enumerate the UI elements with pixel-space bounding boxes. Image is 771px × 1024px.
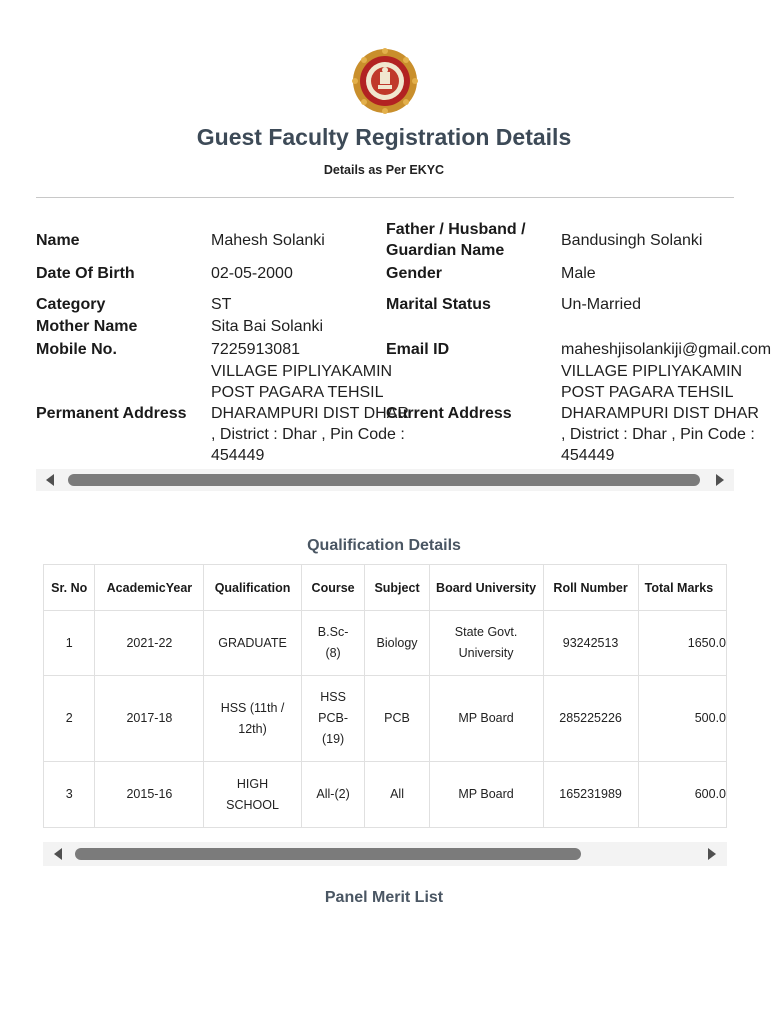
board-line: MP Board (458, 711, 514, 725)
subject-cell (365, 762, 429, 828)
qualification-line: 12th) (238, 721, 267, 736)
subject-cell (365, 611, 429, 676)
total-marks-cell: 600.0 (638, 762, 726, 828)
category-value: ST (211, 296, 232, 313)
qualification-line: HSS (11th / (220, 700, 285, 715)
mother-name-label: Mother Name (36, 318, 138, 335)
column-header-roll-number: Roll Number (543, 565, 638, 611)
board-line: State Govt. (454, 625, 518, 639)
column-header-academic-year: AcademicYear (95, 565, 204, 611)
board-university-cell (429, 762, 543, 828)
course-cell (301, 762, 365, 828)
course-cell (301, 611, 365, 676)
sr-no-cell: 3 (44, 762, 95, 828)
permanent-address-line: DHARAMPURI DIST DHAR (211, 405, 409, 422)
subject-line: Biology (376, 635, 418, 650)
email-label: Email ID (386, 341, 450, 358)
academic-year-cell: 2021-22 (95, 611, 204, 676)
qualification-cell (204, 762, 301, 828)
roll-number-cell: 285225226 (543, 676, 638, 762)
column-header-course: Course (301, 565, 365, 611)
ekyc-details-panel (36, 220, 771, 468)
subject-cell (365, 676, 429, 762)
course-line: PCB- (318, 711, 349, 725)
qualification-cell (204, 676, 301, 762)
subject-line: All (390, 787, 404, 801)
course-line: HSS (320, 690, 346, 704)
course-line: (19) (321, 732, 345, 746)
qualification-horizontal-scrollbar[interactable] (43, 842, 727, 866)
mp-govt-emblem (352, 48, 418, 114)
qualification-line: GRADUATE (218, 635, 287, 650)
guardian-value: Bandusingh Solanki (561, 232, 703, 249)
dob-label: Date Of Birth (36, 265, 135, 282)
mother-name-value: Sita Bai Solanki (211, 318, 324, 335)
qualification-cell (204, 611, 301, 676)
marital-status-value: Un-Married (561, 296, 642, 313)
table-row (44, 762, 727, 828)
dob-value: 02-05-2000 (211, 265, 293, 282)
permanent-address-line: VILLAGE PIPLIYAKAMIN (211, 363, 393, 380)
current-address-line: POST PAGARA TEHSIL (561, 384, 734, 401)
name-value: Mahesh Solanki (211, 232, 325, 249)
email-value: maheshjisolankiji@gmail.com (561, 341, 771, 358)
panel-merit-list-title: Panel Merit List (324, 889, 444, 906)
column-header-subject: Subject (365, 565, 429, 611)
guardian-label-line2: Guardian Name (386, 242, 505, 259)
guardian-label-line1: Father / Husband / (386, 221, 526, 238)
column-header-sr-no: Sr. No (44, 565, 95, 611)
gender-label: Gender (386, 265, 443, 282)
page-subtitle: Details as Per EKYC (323, 163, 445, 177)
current-address-line: DHARAMPURI DIST DHAR (561, 405, 759, 422)
scroll-right-arrow-icon[interactable] (708, 848, 716, 860)
ekyc-scrollbar-thumb[interactable] (68, 474, 700, 486)
name-label: Name (36, 232, 80, 249)
column-header-board-university: Board University (429, 565, 543, 611)
board-line: University (458, 646, 514, 660)
qualification-table-container (43, 564, 727, 830)
course-line: (8) (325, 646, 341, 660)
academic-year-cell: 2017-18 (95, 676, 204, 762)
scroll-left-arrow-icon[interactable] (46, 474, 54, 486)
marital-status-label: Marital Status (386, 296, 491, 313)
permanent-address-line: 454449 (211, 447, 265, 464)
total-marks-cell: 1650.0 (638, 611, 726, 676)
mobile-label: Mobile No. (36, 341, 117, 358)
permanent-address-line: , District : Dhar , Pin Code : (211, 426, 405, 443)
current-address-line: 454449 (561, 447, 615, 464)
permanent-address-line: POST PAGARA TEHSIL (211, 384, 384, 401)
scroll-right-arrow-icon[interactable] (716, 474, 724, 486)
ekyc-horizontal-scrollbar[interactable] (36, 469, 734, 491)
course-line: B.Sc- (317, 625, 349, 639)
current-address-line: VILLAGE PIPLIYAKAMIN (561, 363, 743, 380)
column-header-qualification: Qualification (204, 565, 301, 611)
scroll-left-arrow-icon[interactable] (54, 848, 62, 860)
course-cell (301, 676, 365, 762)
current-address-line: , District : Dhar , Pin Code : (561, 426, 755, 443)
column-header-total-marks: Total Marks (638, 565, 726, 611)
qualification-header-row (44, 565, 727, 611)
board-line: MP Board (458, 787, 514, 801)
total-marks-cell: 500.0 (638, 676, 726, 762)
qualification-line: HIGH (236, 776, 269, 791)
mobile-value: 7225913081 (211, 341, 300, 358)
qualification-scrollbar-thumb[interactable] (75, 848, 581, 860)
roll-number-cell: 165231989 (543, 762, 638, 828)
sr-no-cell: 1 (44, 611, 95, 676)
table-row (44, 611, 727, 676)
qualification-section-title: Qualification Details (307, 537, 461, 554)
course-line: All-(2) (316, 787, 350, 801)
qualification-table (43, 564, 727, 828)
board-university-cell (429, 611, 543, 676)
page-title: Guest Faculty Registration Details (196, 124, 572, 150)
subject-line: PCB (384, 711, 410, 725)
table-row (44, 676, 727, 762)
header-divider (36, 197, 734, 198)
sr-no-cell: 2 (44, 676, 95, 762)
current-address-label: Current Address (386, 405, 512, 422)
gender-value: Male (561, 265, 596, 282)
qualification-line: SCHOOL (226, 797, 279, 812)
category-label: Category (36, 296, 106, 313)
board-university-cell (429, 676, 543, 762)
permanent-address-label: Permanent Address (36, 405, 187, 422)
roll-number-cell: 93242513 (543, 611, 638, 676)
academic-year-cell: 2015-16 (95, 762, 204, 828)
